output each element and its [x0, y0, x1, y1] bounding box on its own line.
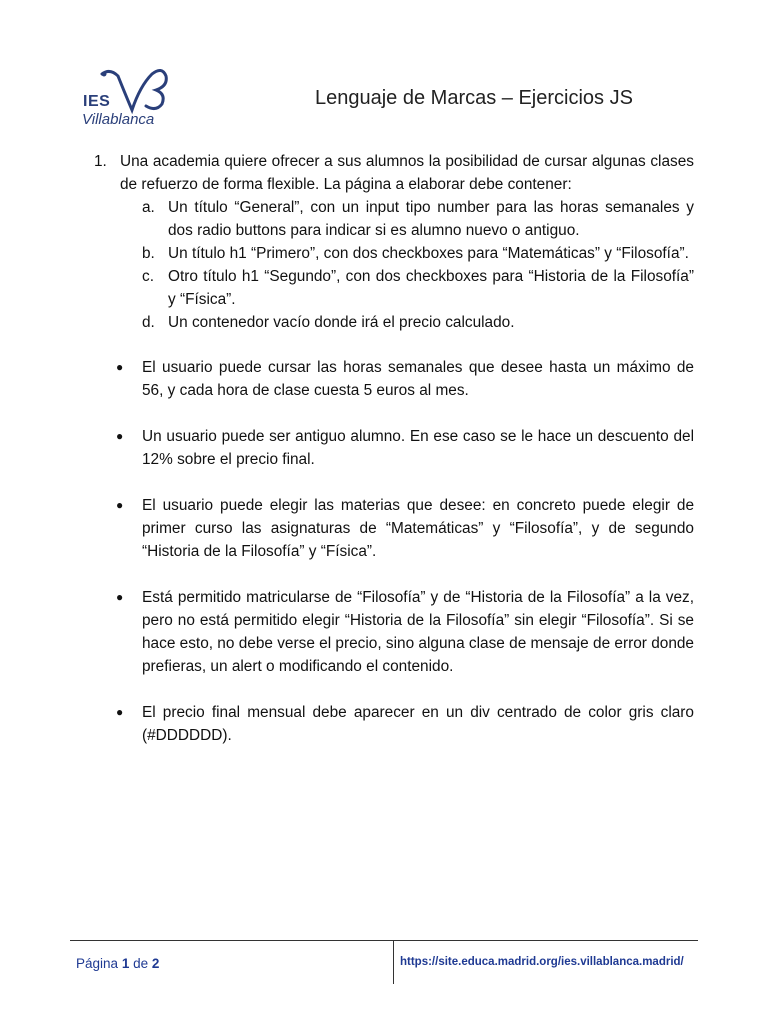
bullet-item: ● Un usuario puede ser antiguo alumno. En ese caso se le hace un descuento del 12% sobre el precio final. — [94, 425, 694, 471]
bullet-item: ● Está permitido matricularse de “Filosofía” y de “Historia de la Filosofía” a la vez, pero no está permitido elegir “Historia de la Filosofía” sin elegir “Filosofía”. Si se hace esto, no debe verse el precio, sino alguna clase de mensaje de error donde prefieras, un alert o modificando el contenido. — [94, 586, 694, 678]
bullet-icon: ● — [116, 705, 124, 719]
bullet-item: ● El usuario puede elegir las materias que desee: en concreto puede elegir de primer curso las asignaturas de “Matemáticas” y “Filosofía”, y de segundo “Historia de la Filosofía” y “Física”. — [94, 494, 694, 563]
page-number: Página 1 de 2 — [76, 956, 160, 971]
bullet-icon: ● — [116, 498, 124, 512]
logo-name-text: Villablanca — [82, 111, 155, 128]
bullet-list — [94, 356, 694, 747]
exercise-item — [94, 150, 694, 334]
subitem: c. Otro título h1 “Segundo”, con dos checkboxes para “Historia de la Filosofía” y “Física”. — [142, 268, 694, 308]
document-title: Lenguaje de Marcas – Ejercicios JS — [315, 87, 633, 109]
bullet-icon: ● — [116, 360, 124, 374]
footer-rule — [70, 940, 698, 941]
bullet-icon: ● — [116, 590, 124, 604]
subitem: d. Un contenedor vacío donde irá el precio calculado. — [142, 314, 515, 331]
footer-url-link[interactable]: https://site.educa.madrid.org/ies.villablanca.madrid/ — [400, 956, 684, 968]
bullet-item: ● El usuario puede cursar las horas semanales que desee hasta un máximo de 56, y cada hora de clase cuesta 5 euros al mes. — [94, 356, 694, 402]
school-logo — [80, 66, 180, 132]
footer-divider — [393, 940, 394, 984]
subitem: b. Un título h1 “Primero”, con dos checkboxes para “Matemáticas” y “Filosofía”. — [142, 245, 689, 262]
exercise-intro: Una academia quiere ofrecer a sus alumnos la posibilidad de cursar algunas clases de refuerzo de forma flexible. La página a elaborar debe contener: — [120, 153, 694, 193]
bullet-icon: ● — [116, 429, 124, 443]
subitem-list — [120, 196, 694, 334]
bullet-item: ● El precio final mensual debe aparecer en un div centrado de color gris claro (#DDDDDD). — [94, 701, 694, 747]
exercise-number: 1. — [94, 153, 107, 170]
subitem: a. Un título “General”, con un input tipo number para las horas semanales y dos radio buttons para indicar si es alumno nuevo o antiguo. — [142, 199, 694, 239]
document-body — [94, 150, 694, 770]
logo-ies-text: IES — [83, 93, 111, 110]
